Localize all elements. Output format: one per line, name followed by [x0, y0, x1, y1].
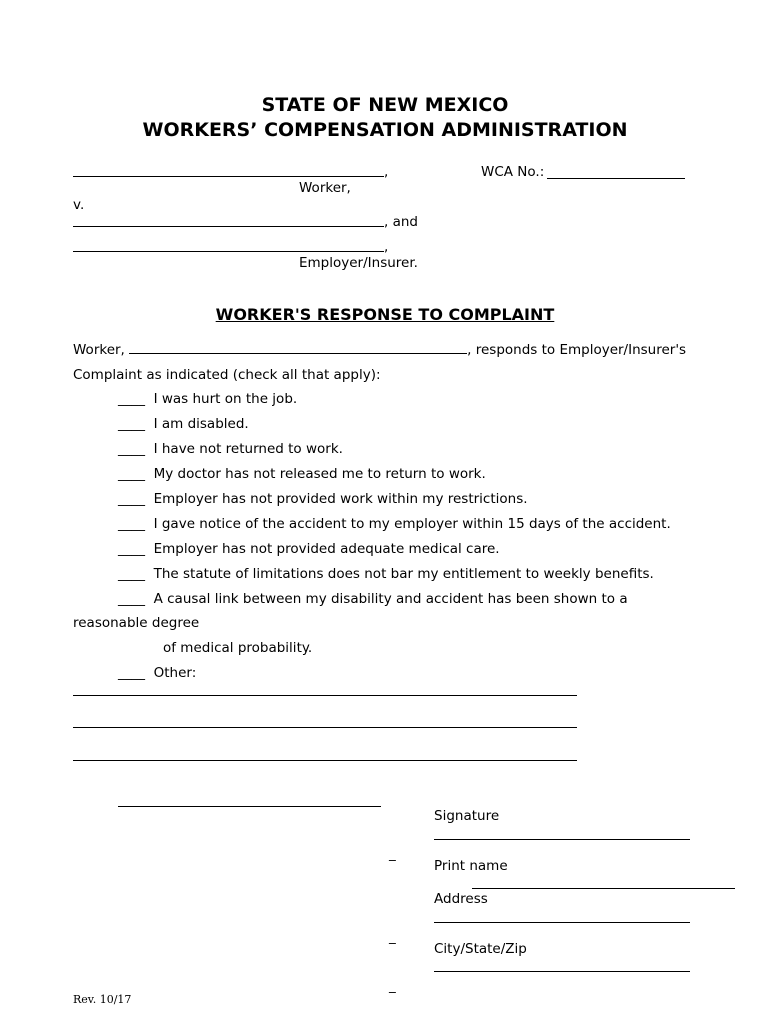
check-item-wrap: reasonable degree: [73, 615, 200, 631]
other-line[interactable]: [73, 760, 577, 761]
agency-title: WORKERS’ COMPENSATION ADMINISTRATION: [142, 119, 628, 141]
check-item: [118, 391, 297, 407]
and-text: , and: [384, 214, 418, 230]
signature-label: Signature: [434, 808, 500, 824]
check-blank[interactable]: ____: [118, 516, 145, 532]
revision-note: Rev. 10/17: [73, 993, 132, 1006]
check-blank[interactable]: ____: [118, 491, 145, 507]
date-line[interactable]: [118, 806, 381, 807]
check-item: [118, 566, 654, 582]
check-item: [118, 416, 249, 432]
check-item-label: I was hurt on the job.: [153, 391, 298, 407]
print-name-label: Print name: [434, 858, 508, 874]
signature-line[interactable]: [434, 839, 690, 840]
address-label: Address: [434, 891, 488, 907]
intro-line-1: [73, 342, 686, 358]
address-line[interactable]: [434, 922, 690, 923]
intro-prefix: Worker,: [73, 342, 130, 358]
other-label: Other:: [153, 665, 197, 681]
check-blank[interactable]: ____: [118, 541, 145, 557]
check-item-label: My doctor has not released me to return to work.: [153, 466, 486, 482]
check-blank[interactable]: ____: [118, 566, 145, 582]
print-name-line[interactable]: [472, 888, 735, 889]
wca-number-label: WCA No.:: [481, 164, 545, 180]
check-blank[interactable]: ____: [118, 391, 145, 407]
state-title: STATE OF NEW MEXICO: [261, 94, 509, 116]
versus-label: v.: [73, 197, 85, 213]
check-blank[interactable]: ____: [118, 441, 145, 457]
check-item: [118, 541, 500, 557]
check-item-label: A causal link between my disability and accident has been shown to a: [153, 591, 628, 607]
wca-number-line[interactable]: [547, 178, 685, 179]
city-state-zip-line[interactable]: [434, 971, 690, 972]
check-item: [118, 466, 486, 482]
dash-mark: _: [389, 846, 396, 862]
employer-name-line[interactable]: [73, 226, 384, 227]
employer-insurer-label: Employer/Insurer.: [299, 255, 418, 271]
check-item-wrap-2: of medical probability.: [163, 640, 313, 656]
check-item: [118, 441, 343, 457]
city-state-zip-label: City/State/Zip: [434, 941, 527, 957]
worker-name-blank[interactable]: [129, 353, 467, 354]
response-heading: WORKER'S RESPONSE TO COMPLAINT: [215, 305, 555, 324]
insurer-comma: ,: [384, 239, 389, 255]
check-blank[interactable]: ____: [118, 466, 145, 482]
worker-label: Worker,: [299, 180, 351, 196]
check-item-label: I have not returned to work.: [153, 441, 343, 457]
check-item-label: Employer has not provided adequate medical care.: [153, 541, 500, 557]
check-item-label: I gave notice of the accident to my employer within 15 days of the accident.: [153, 516, 671, 532]
dash-mark: _: [389, 929, 396, 945]
check-item: [118, 516, 671, 532]
check-item-label: The statute of limitations does not bar my entitlement to weekly benefits.: [153, 566, 654, 582]
intro-suffix: , responds to Employer/Insurer's: [467, 342, 687, 358]
check-item-other: [118, 665, 196, 681]
other-line[interactable]: [73, 695, 577, 696]
worker-name-line[interactable]: [73, 176, 384, 177]
check-item: [118, 591, 628, 607]
check-item-label: Employer has not provided work within my restrictions.: [153, 491, 528, 507]
intro-line-2: Complaint as indicated (check all that apply):: [73, 367, 381, 383]
worker-comma: ,: [384, 164, 389, 180]
dash-mark: _: [389, 978, 396, 994]
check-item-label: I am disabled.: [153, 416, 249, 432]
other-line[interactable]: [73, 727, 577, 728]
check-blank[interactable]: ____: [118, 665, 145, 681]
check-blank[interactable]: ____: [118, 416, 145, 432]
check-blank[interactable]: ____: [118, 591, 145, 607]
check-item: [118, 491, 528, 507]
insurer-name-line[interactable]: [73, 251, 384, 252]
